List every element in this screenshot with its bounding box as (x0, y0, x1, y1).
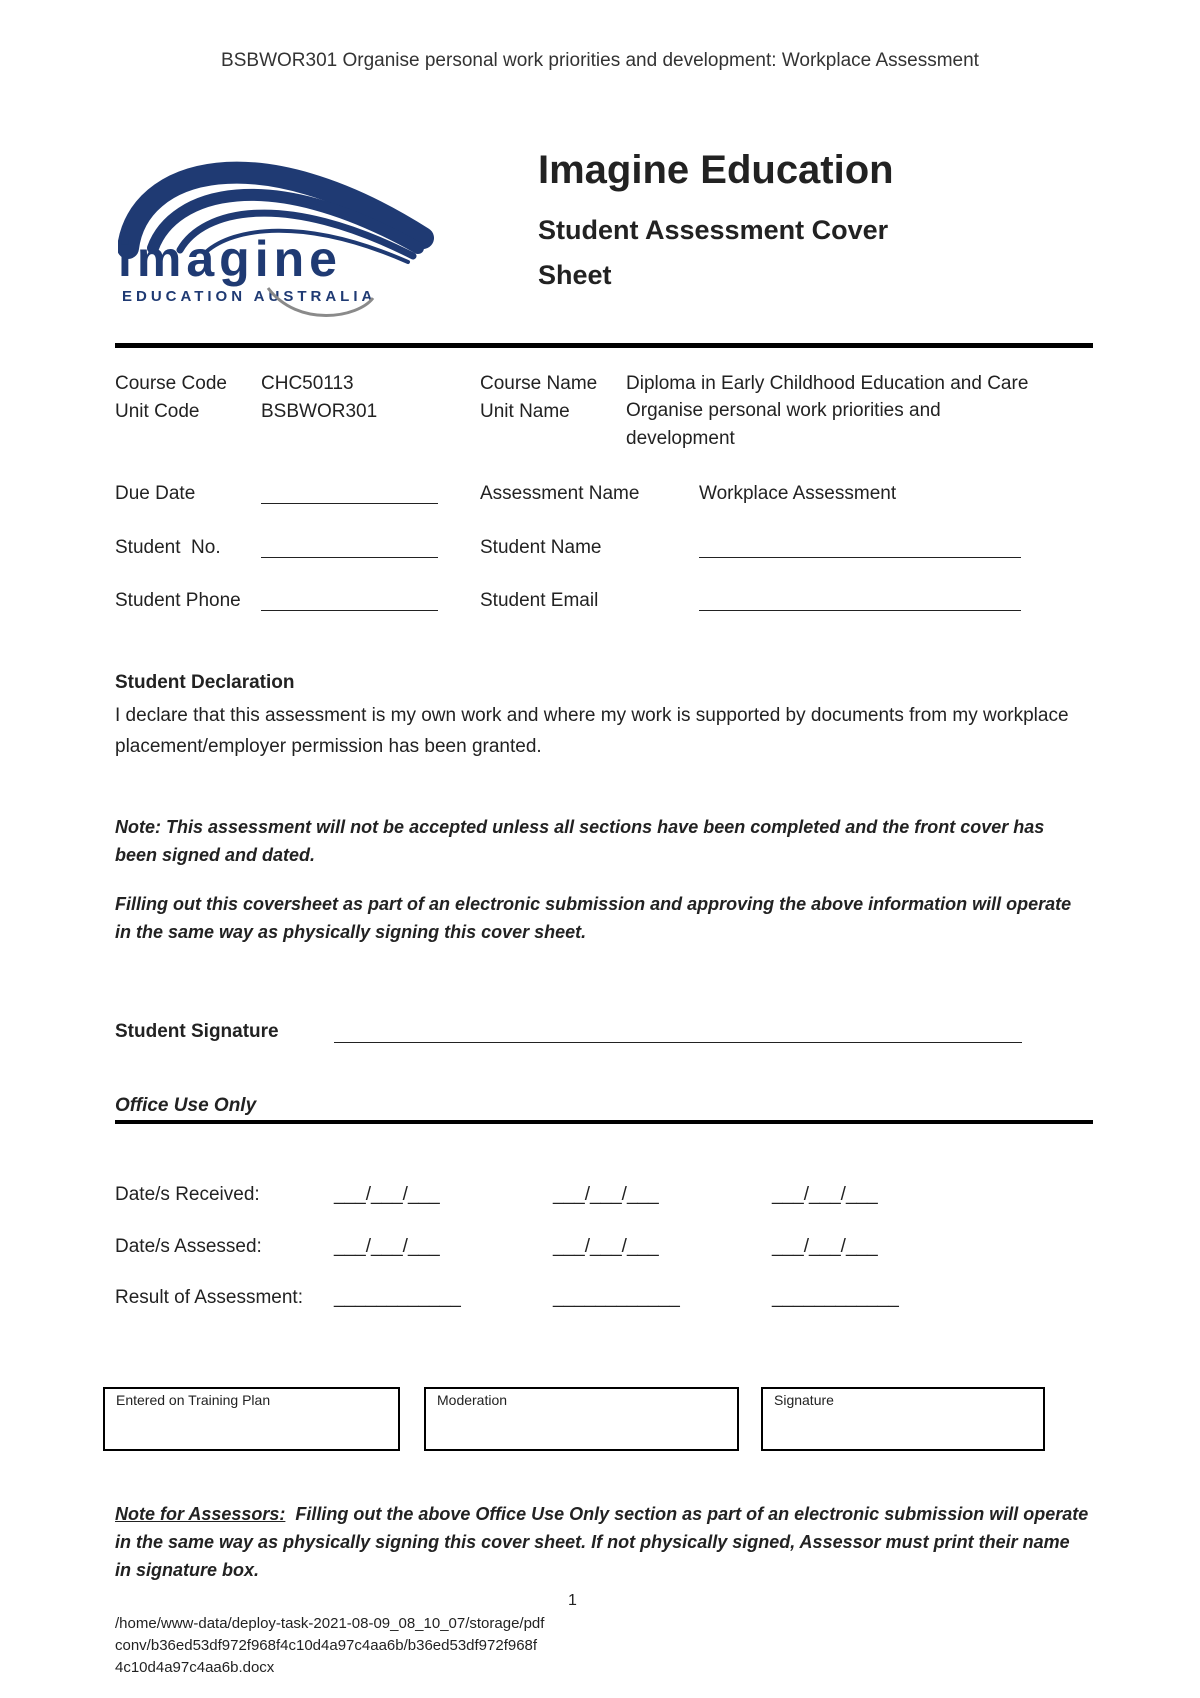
student-name-label: Student Name (480, 537, 602, 558)
unit-name-value: Organise personal work priorities and development (626, 400, 941, 449)
result-field-1[interactable]: ____________ (334, 1287, 461, 1308)
dates-received-label: Date/s Received: (115, 1184, 260, 1205)
student-no-field[interactable] (261, 557, 438, 558)
result-field-2[interactable]: ____________ (553, 1287, 680, 1308)
due-date-field[interactable] (261, 503, 438, 504)
assessment-name-value: Workplace Assessment (699, 483, 897, 504)
declaration-text: I declare that this assessment is my own work and where my work is supported by documents from my workplace placement/employer permission has been granted. (115, 705, 1069, 757)
result-field-3[interactable]: ____________ (772, 1287, 899, 1308)
student-phone-label: Student Phone (115, 590, 241, 611)
assessed-date-1[interactable]: ___/___/___ (334, 1236, 440, 1257)
received-date-3[interactable]: ___/___/___ (772, 1184, 878, 1205)
signature-box[interactable] (761, 1387, 1045, 1451)
note-electronic: Filling out this coversheet as part of an electronic submission and approving the above information will operate in the same way as physically signing this cover sheet. (115, 894, 1072, 942)
assessment-name-label: Assessment Name (480, 483, 640, 504)
student-email-label: Student Email (480, 590, 599, 611)
student-phone-field[interactable] (261, 610, 438, 611)
note-completion: Note: This assessment will not be accepted unless all sections have been completed and the front cover has been signed and dated. (115, 817, 1045, 865)
dates-assessed-label: Date/s Assessed: (115, 1236, 262, 1257)
student-signature-field[interactable] (334, 1042, 1022, 1043)
course-code-value: CHC50113 (261, 373, 354, 394)
assessed-date-3[interactable]: ___/___/___ (772, 1236, 878, 1257)
logo-tagline: EDUCATION AUSTRALIA (122, 288, 377, 305)
student-email-field[interactable] (699, 610, 1021, 611)
unit-code-label: Unit Code (115, 401, 200, 422)
student-no-label: Student No. (115, 537, 221, 558)
due-date-label: Due Date (115, 483, 196, 504)
page-title: Imagine Education (538, 148, 894, 192)
unit-code-value: BSBWOR301 (261, 401, 378, 422)
training-plan-label: Entered on Training Plan (116, 1392, 271, 1408)
received-date-1[interactable]: ___/___/___ (334, 1184, 440, 1205)
student-signature-label: Student Signature (115, 1021, 279, 1042)
student-name-field[interactable] (699, 557, 1021, 558)
title-divider (115, 343, 1093, 348)
declaration-heading: Student Declaration (115, 672, 295, 693)
assessor-note-text: Filling out the above Office Use Only section as part of an electronic submission will operate in the same way as physically signing this cover sheet. If not physically signed, Assessor must print their name in signature box. (115, 1504, 1094, 1580)
moderation-label: Moderation (437, 1392, 508, 1408)
office-divider (115, 1120, 1093, 1124)
result-label: Result of Assessment: (115, 1287, 303, 1308)
assessor-note (115, 1500, 1094, 1584)
moderation-box[interactable] (424, 1387, 739, 1451)
unit-name-label: Unit Name (480, 401, 570, 422)
assessed-date-2[interactable]: ___/___/___ (553, 1236, 659, 1257)
training-plan-box[interactable] (103, 1387, 400, 1451)
course-name-label: Course Name (480, 373, 598, 394)
office-use-heading: Office Use Only (115, 1095, 257, 1116)
assessor-note-lead: Note for Assessors: (115, 1504, 286, 1524)
imagine-education-logo (118, 138, 438, 328)
received-date-2[interactable]: ___/___/___ (553, 1184, 659, 1205)
file-path: /home/www-data/deploy-task-2021-08-09_08_10_07/storage/pdfconv/b36ed53df972f968f4c10d4a97c4aa6b/b36ed53df972f968f4c10d4a97c4aa6b.docx (115, 1615, 545, 1676)
signature-box-label: Signature (774, 1392, 834, 1408)
course-code-label: Course Code (115, 373, 227, 394)
running-header: BSBWOR301 Organise personal work priorities and development: Workplace Assessment (221, 50, 979, 71)
page-number: 1 (568, 1592, 577, 1609)
logo-word: imagine (118, 231, 342, 287)
page-subtitle: Student Assessment Cover Sheet (538, 215, 889, 290)
course-name-value: Diploma in Early Childhood Education and Care (626, 373, 1029, 394)
